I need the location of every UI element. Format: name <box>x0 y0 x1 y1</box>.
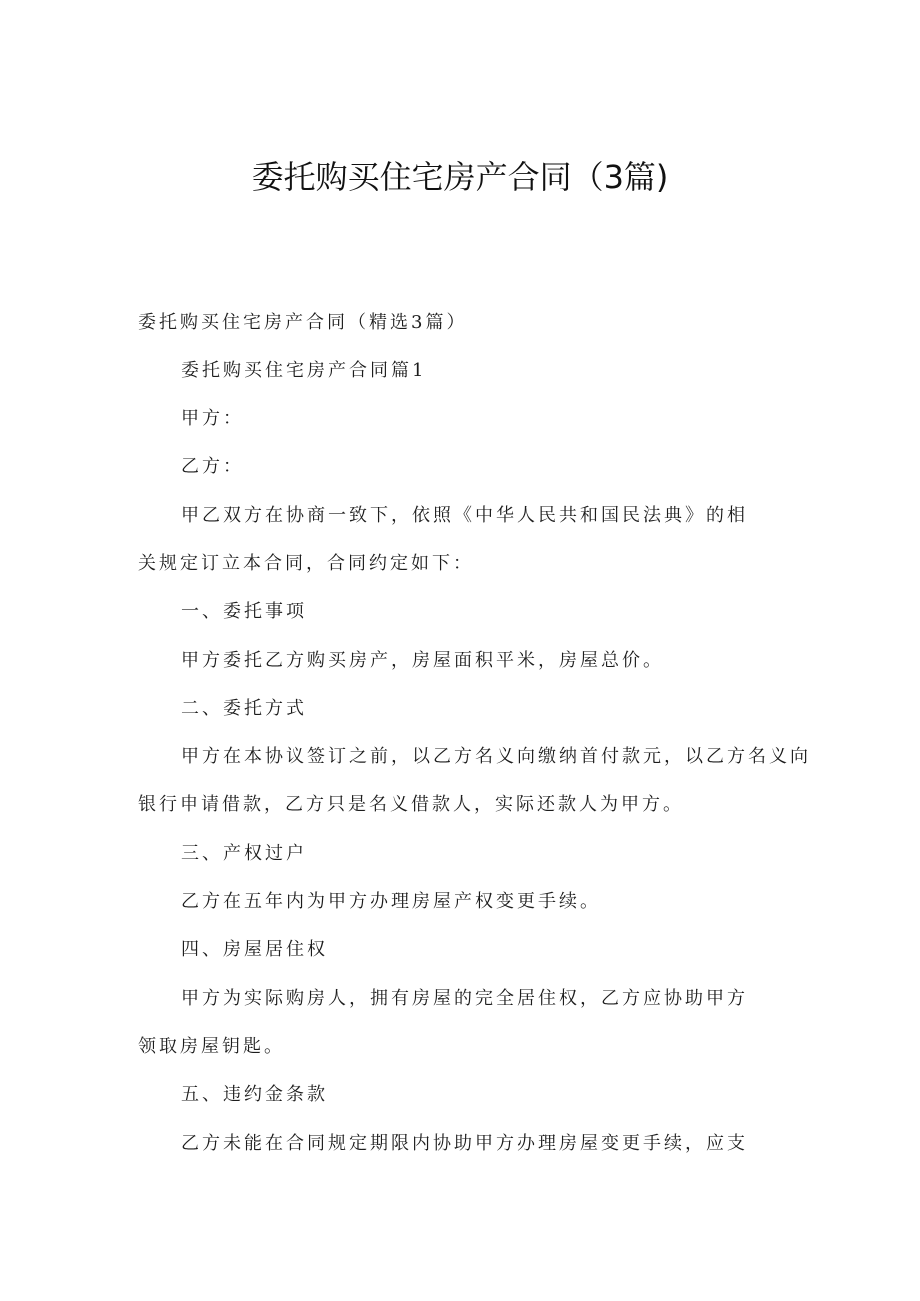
doc-line-paragraph: 领取房屋钥匙。 <box>138 1036 285 1057</box>
doc-line-paragraph: 乙方在五年内为甲方办理房屋产权变更手续。 <box>181 891 601 912</box>
doc-line-paragraph: 甲方委托乙方购买房产，房屋面积平米，房屋总价。 <box>181 650 664 671</box>
doc-line-heading: 一、委托事项 <box>181 601 307 622</box>
document-title: 委托购买住宅房产合同（3篇) <box>251 158 669 196</box>
doc-line-heading: 三、产权过户 <box>181 843 307 864</box>
doc-line-party-a: 甲方： <box>181 408 244 429</box>
doc-line-paragraph: 甲方为实际购房人，拥有房屋的完全居住权，乙方应协助甲方 <box>181 988 748 1009</box>
doc-line-party-b: 乙方： <box>181 456 244 477</box>
doc-line-paragraph: 甲方在本协议签订之前，以乙方名义向缴纳首付款元，以乙方名义向 <box>181 746 811 767</box>
doc-line-heading: 五、违约金条款 <box>181 1084 328 1105</box>
doc-line-paragraph: 乙方未能在合同规定期限内协助甲方办理房屋变更手续，应支 <box>181 1133 748 1154</box>
doc-line-subtitle: 委托购买住宅房产合同（精选3篇） <box>138 312 468 333</box>
doc-line-paragraph: 银行申请借款，乙方只是名义借款人，实际还款人为甲方。 <box>138 794 684 815</box>
doc-line-paragraph: 甲乙双方在协商一致下，依照《中华人民共和国民法典》的相 <box>181 505 748 526</box>
doc-line-heading: 二、委托方式 <box>181 698 307 719</box>
doc-line-section-title: 委托购买住宅房产合同篇1 <box>181 360 427 381</box>
doc-line-heading: 四、房屋居住权 <box>181 939 328 960</box>
doc-line-paragraph: 关规定订立本合同，合同约定如下： <box>138 553 474 574</box>
